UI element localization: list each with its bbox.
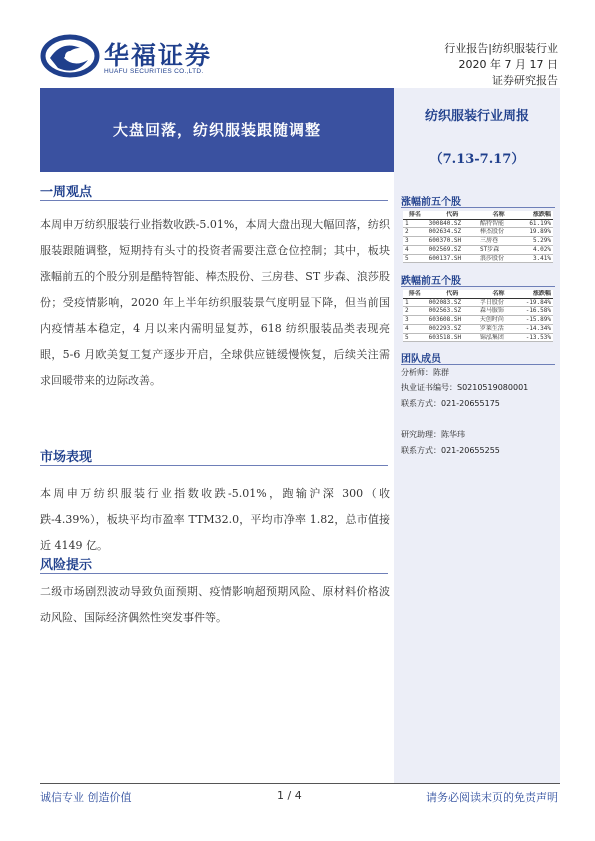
- footer-disclaimer-link[interactable]: 请务必阅读末页的免责声明: [426, 791, 558, 804]
- report-date: 2020 年 7 月 17 日: [458, 58, 558, 71]
- cell-change: 19.89%: [519, 228, 553, 237]
- cell-name: 锦泓集团: [478, 333, 519, 342]
- section-heading-market: 市场表现: [40, 450, 93, 465]
- cell-rank: 5: [403, 333, 427, 342]
- footer-divider: [40, 783, 560, 784]
- footer-slogan: 诚信专业 创造价值: [40, 791, 132, 804]
- gainers-heading: 涨幅前五个股: [401, 197, 461, 208]
- cell-name: 三房巷: [478, 237, 519, 246]
- cell-change: 4.02%: [519, 245, 553, 254]
- cell-change: -16.58%: [519, 307, 553, 316]
- table-row: [403, 245, 553, 254]
- license-number: 执业证书编号：S0210519080001: [401, 383, 529, 392]
- col-header-change: 涨跌幅: [519, 211, 553, 219]
- cell-rank: 1: [403, 298, 427, 307]
- cell-rank: 5: [403, 254, 427, 263]
- assistant-name: 研究助理：陈华玮: [401, 430, 465, 439]
- table-row: [403, 324, 553, 333]
- report-type: 证券研究报告: [492, 74, 558, 87]
- cell-change: -19.84%: [519, 298, 553, 307]
- page-number: 1 / 4: [277, 789, 302, 802]
- cell-name: 棒杰股份: [478, 228, 519, 237]
- team-heading: 团队成员: [401, 354, 441, 365]
- market-paragraph: 本周申万纺织服装行业指数收跌-5.01%，跑输沪深 300（收跌-4.39%），板块平均市盈率 TTM32.0，平均市净率 1.82，总市值接近 4149 亿。: [40, 487, 390, 552]
- losers-heading: 跌幅前五个股: [401, 276, 461, 287]
- cell-code: 603518.SH: [427, 333, 478, 342]
- cell-change: 61.19%: [519, 219, 553, 228]
- cell-rank: 3: [403, 237, 427, 246]
- table-row: [403, 307, 553, 316]
- cell-name: 浪莎股份: [478, 254, 519, 263]
- cell-name: 森马服饰: [478, 307, 519, 316]
- table-row: [403, 228, 553, 237]
- cell-rank: 2: [403, 307, 427, 316]
- divider: [40, 465, 388, 466]
- cell-code: 300840.SZ: [427, 219, 478, 228]
- analyst-contact: 联系方式：021-20655175: [401, 399, 500, 408]
- divider: [40, 573, 388, 574]
- col-header-name: 名称: [478, 211, 519, 219]
- table-row: [403, 254, 553, 263]
- analyst-name: 分析师：陈群: [401, 368, 449, 377]
- col-header-change: 涨跌幅: [519, 290, 553, 298]
- assistant-contact: 联系方式：021-20655255: [401, 446, 500, 455]
- divider: [401, 364, 555, 365]
- divider: [401, 286, 555, 287]
- section-heading-weekly-view: 一周观点: [40, 185, 93, 200]
- table-header-row: [403, 290, 553, 298]
- risk-paragraph: 二级市场剧烈波动导致负面预期、疫情影响超预期风险、原材料价格波动风险、国际经济偶然性突发事件等。: [40, 585, 390, 624]
- sidebar-report-name: 纺织服装行业周报: [424, 109, 529, 124]
- cell-change: -13.53%: [519, 333, 553, 342]
- huafu-logo: [40, 34, 100, 78]
- cell-rank: 3: [403, 316, 427, 325]
- cell-change: 3.41%: [519, 254, 553, 263]
- divider: [40, 200, 388, 201]
- table-row: [403, 298, 553, 307]
- cell-change: -15.89%: [519, 316, 553, 325]
- cell-code: 002563.SZ: [427, 307, 478, 316]
- company-name: 华福证券: [104, 41, 213, 70]
- cell-code: 002293.SZ: [427, 324, 478, 333]
- col-header-code: 代码: [427, 211, 478, 219]
- cell-rank: 4: [403, 245, 427, 254]
- cell-name: ST步森: [478, 245, 519, 254]
- cell-code: 002569.SZ: [427, 245, 478, 254]
- cell-rank: 2: [403, 228, 427, 237]
- weekly-view-paragraph: 本周申万纺织服装行业指数收跌-5.01%，本周大盘出现大幅回落，纺织服装跟随调整，短期持有头寸的投资者需要注意仓位控制；其中，板块涨幅前五的个股分别是酷特智能、棒杰股份、三房巷、ST 步森、浪莎股份；受疫情影响，2020 年上半年纺织服装景气度明显下降，但当前国内疫情基本稳定，4 月以来内需明显复苏，618 纺织服装品类表现亮眼，5-6 月欧美复工复产逐步开启，全球供应链缓慢恢复，后续关注需求回暖带来的边际改善。: [40, 218, 390, 387]
- report-category: 行业报告|纺织服装行业: [444, 42, 558, 55]
- cell-rank: 4: [403, 324, 427, 333]
- divider: [401, 207, 555, 208]
- col-header-name: 名称: [478, 290, 519, 298]
- losers-table: [403, 290, 553, 342]
- cell-code: 002083.SZ: [427, 298, 478, 307]
- cell-code: 600370.SH: [427, 237, 478, 246]
- report-title: 大盘回落，纺织服装跟随调整: [112, 121, 321, 139]
- sidebar-date-range: （7.13-7.17）: [429, 152, 525, 167]
- company-name-en: HUAFU SECURITIES CO.,LTD.: [104, 68, 204, 75]
- cell-name: 孚日股份: [478, 298, 519, 307]
- col-header-rank: 排名: [403, 290, 427, 298]
- cell-code: 002634.SZ: [427, 228, 478, 237]
- cell-change: 5.29%: [519, 237, 553, 246]
- cell-name: 酷特智能: [478, 219, 519, 228]
- table-row: [403, 333, 553, 342]
- table-row: [403, 219, 553, 228]
- table-row: [403, 316, 553, 325]
- cell-name: 罗莱生活: [478, 324, 519, 333]
- cell-change: -14.34%: [519, 324, 553, 333]
- col-header-code: 代码: [427, 290, 478, 298]
- cell-code: 603608.SH: [427, 316, 478, 325]
- cell-name: 天创时尚: [478, 316, 519, 325]
- table-row: [403, 237, 553, 246]
- section-heading-risk: 风险提示: [40, 558, 93, 573]
- col-header-rank: 排名: [403, 211, 427, 219]
- gainers-table: [403, 211, 553, 263]
- cell-code: 600137.SH: [427, 254, 478, 263]
- cell-rank: 1: [403, 219, 427, 228]
- table-header-row: [403, 211, 553, 219]
